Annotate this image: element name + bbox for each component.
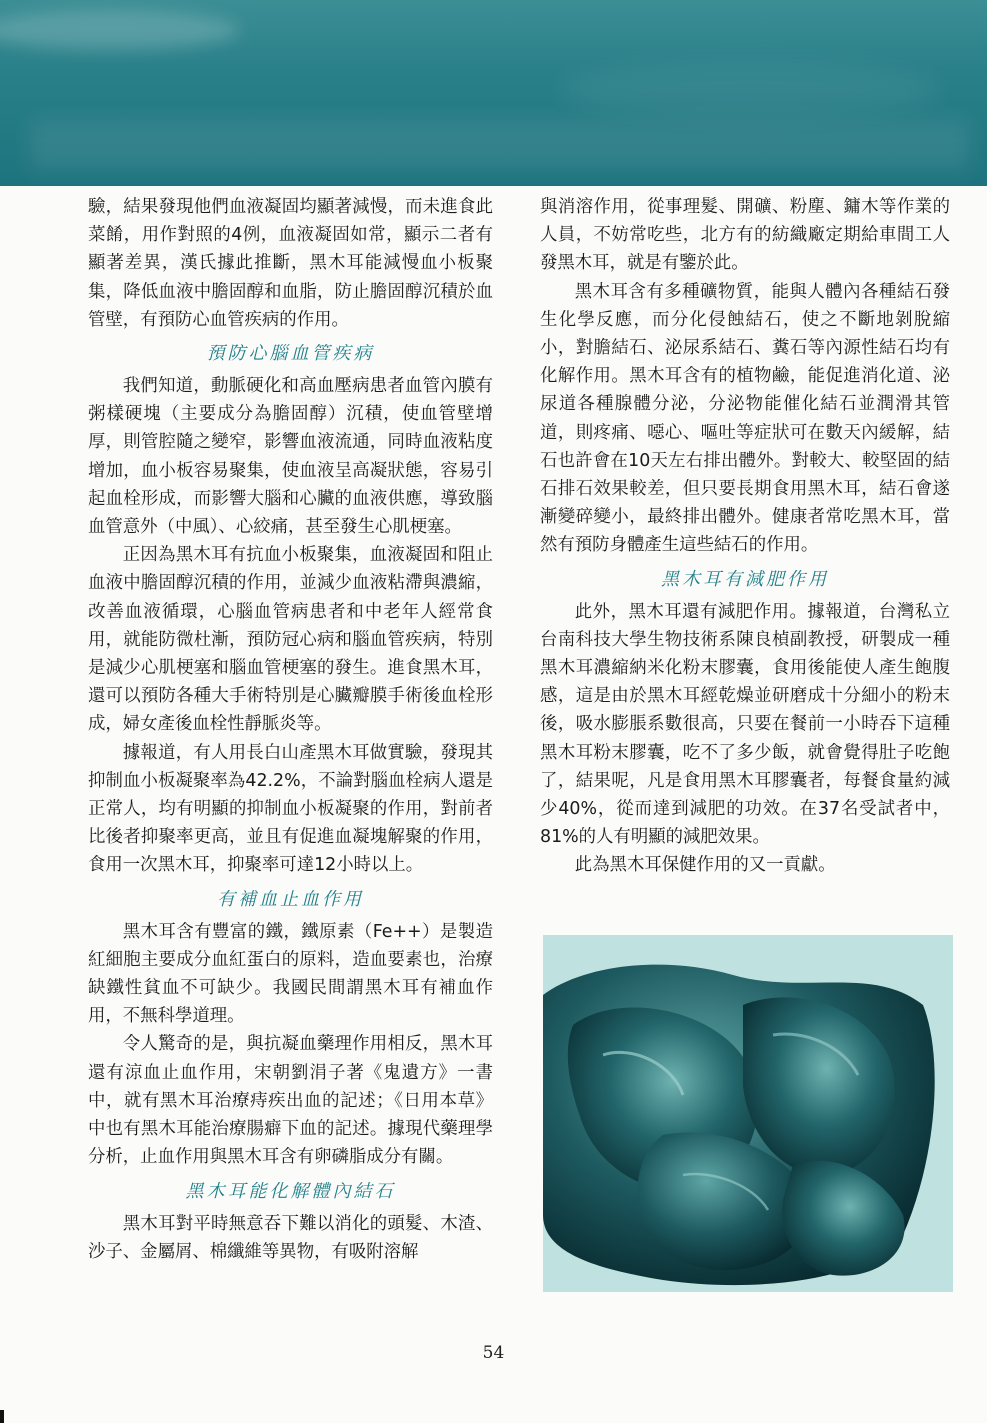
paragraph: 此為黑木耳保健作用的又一貢獻。 (574, 855, 836, 876)
section-heading: 預防心腦血管疾病 (206, 343, 375, 365)
fungus-illustration (543, 935, 953, 1292)
paragraph: 我們知道，動脈硬化和高血壓病患者血管內膜有粥樣硬塊（主要成分為膽固醇）沉積，使血管壁增厚，則管腔隨之變窄，影響血液流通，同時血液粘度增加，血小板容易聚集，使血液呈高凝狀態，容易引起血栓形成，而影響大腦和心臟的血液供應，導致腦血管意外（中風）、心絞痛，甚至發生心肌梗塞。 (88, 376, 493, 538)
scan-corner-mark (0, 1410, 4, 1423)
paragraph: 此外，黑木耳還有減肥作用。據報道，台灣私立台南科技大學生物技術系陳良楨副教授，研製成一種黑木耳濃縮納米化粉末膠囊，食用後能使人產生飽腹感，這是由於黑木耳經乾燥並研磨成十分細小的粉末後，吸水膨脹系數很高，只要在餐前一小時吞下這種黑木耳粉末膠囊，吃不了多少飯，就會覺得肚子吃飽了，結果呢，凡是食用黑木耳膠囊者，每餐食量約減少40%，從而達到減肥的功效。在37名受試者中，81%的人有明顯的減肥效果。 (540, 601, 950, 848)
section-heading: 黑木耳能化解體內結石 (185, 1180, 396, 1202)
black-fungus-photo (543, 935, 953, 1292)
paragraph: 黑木耳含有多種礦物質，能與人體內各種結石發生化學反應，而分化侵蝕結石，使之不斷地剝脫縮小，對膽結石、泌尿系結石、糞石等內源性結石均有化解作用。黑木耳含有的植物鹼，能促進消化道、泌尿道各種腺體分泌，分泌物能催化結石並潤滑其管道，則疼痛、噁心、嘔吐等症狀可在數天內緩解，結石也許會在10天左右排出體外。對較大、較堅固的結石排石效果較差，但只要長期食用黑木耳，結石會遂漸變碎變小，最終排出體外。健康者常吃黑木耳，當然有預防身體產生這些結石的作用。 (540, 281, 950, 556)
paragraph: 據報道，有人用長白山產黑木耳做實驗，發現其抑制血小板凝聚率為42.2%，不論對腦血栓病人還是正常人，均有明顯的抑制血小板凝聚的作用，對前者比後者抑聚率更高，並且有促進血凝塊解聚的作用，食用一次黑木耳，抑聚率可達12小時以上。 (88, 742, 493, 876)
header-band (0, 0, 987, 186)
paragraph: 正因為黑木耳有抗血小板聚集，血液凝固和阻止血液中膽固醇沉積的作用，並減少血液粘滯與濃縮，改善血液循環，心腦血管病患者和中老年人經常食用，就能防微杜漸，預防冠心病和腦血管疾病，特別是減少心肌梗塞和腦血管梗塞的發生。進食黑木耳，還可以預防各種大手術特別是心臟瓣膜手術後血栓形成，婦女產後血栓性靜脈炎等。 (88, 545, 493, 735)
section-heading: 黑木耳有減肥作用 (661, 568, 829, 590)
header-haze (30, 120, 970, 170)
left-column (88, 193, 493, 1266)
paragraph: 黑木耳含有豐富的鐵，鐵原素（Fe++）是製造紅細胞主要成分血紅蛋白的原料，造血要素也，治療缺鐵性貧血不可缺少。我國民間謂黑木耳有補血作用，不無科學道理。 (88, 921, 493, 1027)
header-glow (560, 60, 940, 120)
right-column (540, 193, 950, 880)
paragraph: 令人驚奇的是，與抗凝血藥理作用相反，黑木耳還有涼血止血作用，宋朝劉涓子著《鬼遺方》一書中，就有黑木耳治療痔疾出血的記述；《日用本草》中也有黑木耳能治療腸癖下血的記述。據現代藥理學分析，止血作用與黑木耳含有卵磷脂成分有關。 (88, 1034, 493, 1168)
paragraph: 與消溶作用，從事理髮、開礦、粉塵、鏞木等作業的人員，不妨常吃些，北方有的紡織廠定期給車間工人發黑木耳，就是有鑒於此。 (540, 197, 950, 274)
page-number: 54 (482, 1343, 505, 1363)
header-highlight (0, 10, 240, 50)
paragraph: 黑木耳對平時無意吞下難以消化的頭髮、木渣、沙子、金屬屑、棉纖維等異物，有吸附溶解 (88, 1213, 493, 1262)
paragraph: 驗，結果發現他們血液凝固均顯著減慢，而未進食此菜餚，用作對照的4例，血液凝固如常，顯示二者有顯著差異，漢氏據此推斷，黑木耳能減慢血小板聚集，降低血液中膽固醇和血脂，防止膽固醇沉積於血管壁，有預防心血管疾病的作用。 (88, 197, 493, 330)
section-heading: 有補血止血作用 (217, 888, 364, 910)
